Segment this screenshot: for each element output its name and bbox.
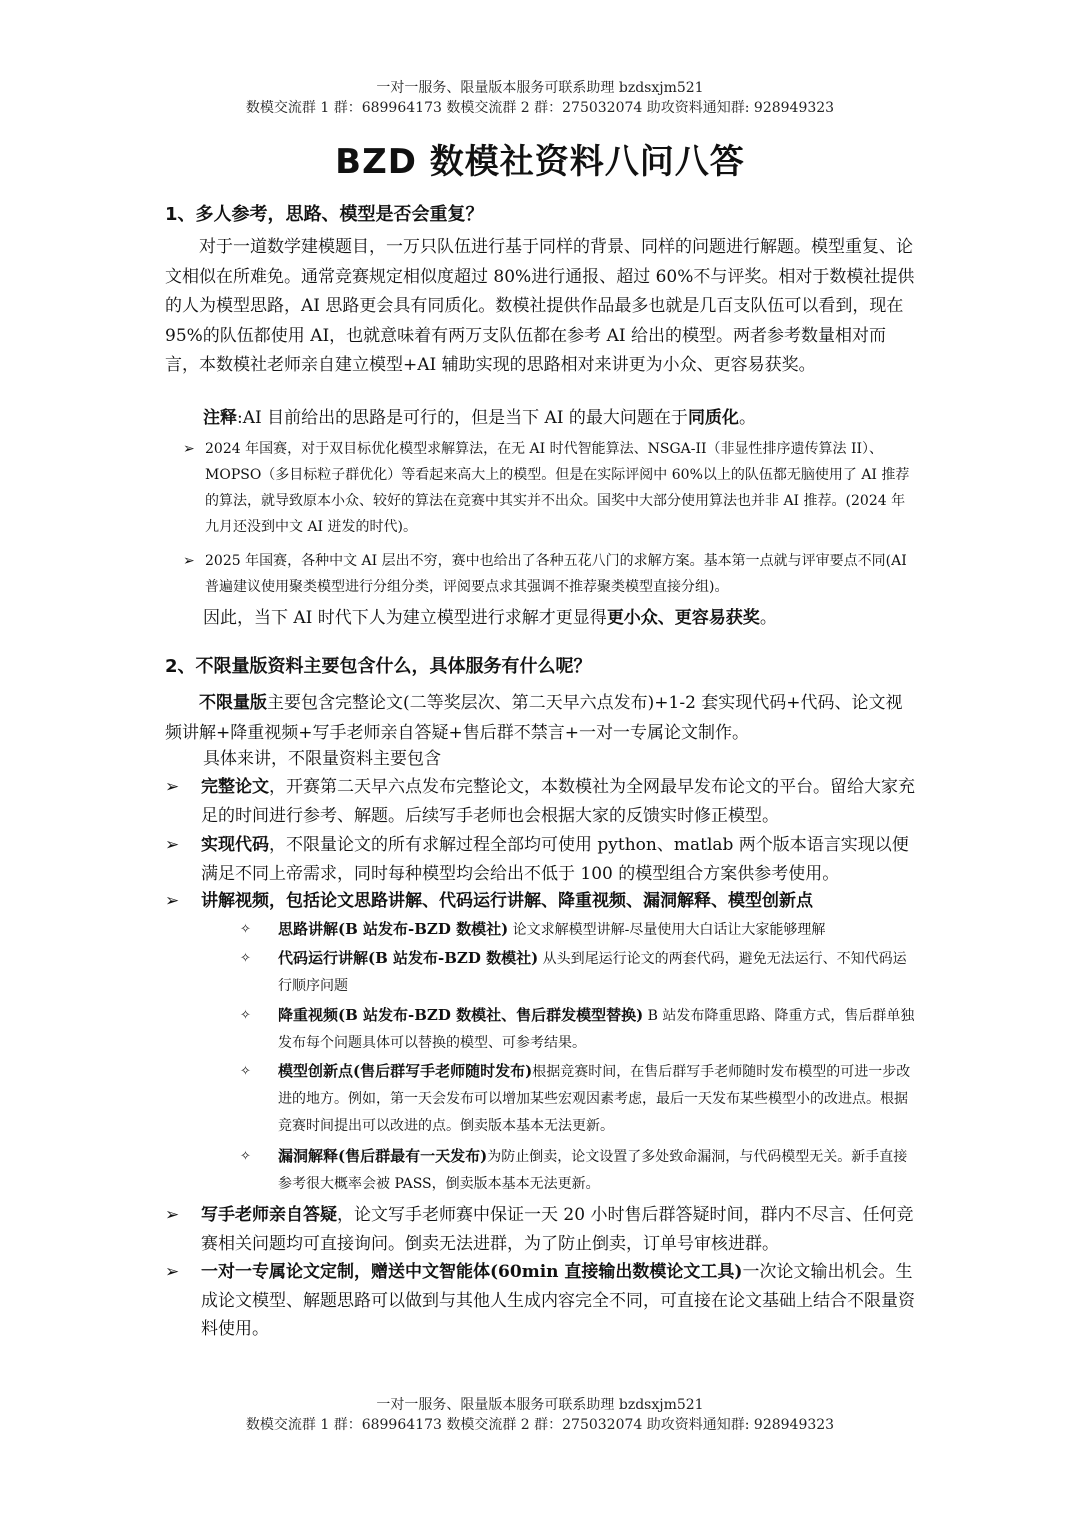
arrow-bullet-icon: ➢	[165, 891, 180, 911]
item-text: ，论文写手老师赛中保证一天 20 小时售后群答疑时间，群内不尽言、任何竞赛相关问题均可直接询问。倒卖无法进群，为了防止倒卖，订单号审核进群。	[201, 1205, 914, 1254]
para-bold: 不限量版	[199, 693, 267, 713]
item-code	[165, 831, 917, 888]
conclusion-text: 因此，当下 AI 时代下人为建立模型进行求解才更显得	[203, 608, 607, 628]
item-bold: 写手老师亲自答疑	[201, 1205, 337, 1225]
section-2-heading: 2、不限量版资料主要包含什么，具体服务有什么呢？	[165, 656, 592, 677]
footer-line-1: 一对一服务、限量版本服务可联系助理 bzdsxjm521	[376, 1397, 704, 1413]
conclusion-end: 。	[759, 608, 777, 628]
section-1-paragraph: 对于一道数学建模题目，一万只队伍进行基于同样的背景、同样的问题进行解题。模型重复、论文相似在所难免。通常竞赛规定相似度超过 80%进行通报、超过 60%不与评奖。相对于数模社提供的人为模型思路，AI 思路更会具有同质化。数模社提供作品最多也就是几百支队伍可以看到，现在 95%的队伍都使用 AI，也就意味着有两万支队伍都在参考 AI 给出的模型。两者参考数量相对而言，本数模社老师亲自建立模型+AI 辅助实现的思路相对来讲更为小众、更容易获奖。	[165, 237, 915, 375]
diamond-bullet-icon: ✧	[240, 1008, 251, 1023]
subitem-text: 从头到尾运行论文的两套代码，避免无法运行、不知代码运行顺序问题	[278, 951, 907, 994]
header-line-1: 一对一服务、限量版本服务可联系助理 bzdsxjm521	[376, 80, 704, 96]
section-2-paragraph	[165, 689, 917, 748]
arrow-bullet-icon: ➢	[165, 1205, 180, 1225]
item-bold: 完整论文	[201, 777, 269, 797]
arrow-bullet-icon: ➢	[183, 553, 195, 569]
item-bold: 实现代码	[201, 835, 269, 855]
subitem-bold: 漏洞解释(售后群最有一天发布)	[278, 1147, 488, 1165]
item-custom-paper	[165, 1258, 917, 1344]
subitem-text: B 站发布降重思路、降重方式，售后群单独发布每个问题具体可以替换的模型、可参考结果。	[278, 1008, 915, 1051]
footer-line-2: 数模交流群 1 群：689964173 数模交流群 2 群：275032074 助攻资料通知群: 928949323	[245, 1417, 835, 1433]
section-2-intro: 具体来讲，不限量资料主要包含	[203, 749, 441, 769]
diamond-bullet-icon: ✧	[240, 951, 251, 966]
arrow-bullet-icon: ➢	[165, 777, 180, 797]
subitem-bold: 思路讲解(B 站发布-BZD 数模社)	[278, 920, 509, 938]
document-title: BZD 数模社资料八问八答	[335, 142, 745, 182]
diamond-bullet-icon: ✧	[240, 922, 251, 937]
subitem-dedup-video	[240, 1002, 918, 1057]
diamond-bullet-icon: ✧	[240, 1064, 251, 1079]
note-bold: 同质化	[687, 408, 739, 428]
section-1-heading: 1、多人参考，思路、模型是否会重复？	[165, 204, 484, 225]
subitem-bold: 降重视频(B 站发布-BZD 数模社、售后群发模型替换)	[278, 1006, 644, 1024]
bullet-2024-text: 2024 年国赛，对于双目标优化模型求解算法，在无 AI 时代智能算法、NSGA-II（非显性排序遗传算法 II）、MOPSO（多目标粒子群优化）等看起来高大上的模型。但是在实际评阅中 60%以上的队伍都无脑使用了 AI 推荐的算法，就导致原本小众、较好的算法在竞赛中其实并不出众。国奖中大部分使用算法也并非 AI 推荐。(2024 年九月还没到中文 AI 迸发的时代)。	[205, 441, 910, 535]
item-qa	[165, 1201, 917, 1258]
diamond-bullet-icon: ✧	[240, 1149, 251, 1164]
bullet-2024	[183, 436, 918, 540]
arrow-bullet-icon: ➢	[165, 835, 180, 855]
item-videos	[165, 887, 917, 916]
page-header	[0, 78, 1080, 118]
subitem-code-video	[240, 945, 918, 1000]
note-end: 。	[738, 408, 756, 428]
item-bold: 讲解视频，包括论文思路讲解、代码运行讲解、降重视频、漏洞解释、模型创新点	[201, 891, 813, 911]
item-full-paper	[165, 773, 917, 830]
bullet-2025-text: 2025 年国赛，各种中文 AI 层出不穷，赛中也给出了各种五花八门的求解方案。基本第一点就与评审要点不同(AI 普遍建议使用聚类模型进行分组分类，评阅要点求其强调不推荐聚类模型直接分组)。	[205, 553, 907, 595]
subitem-bold: 模型创新点(售后群写手老师随时发布)	[278, 1062, 533, 1080]
note-label: 注释	[203, 408, 237, 428]
item-text: ，不限量论文的所有求解过程全部均可使用 python、matlab 两个版本语言实现以便满足不同上帝需求，同时每种模型均会给出不低于 100 的模型组合方案供参考使用。	[201, 835, 909, 884]
note-text: :AI 目前给出的思路是可行的，但是当下 AI 的最大问题在于	[237, 408, 688, 428]
conclusion-bold: 更小众、更容易获奖	[606, 608, 760, 628]
page-footer	[0, 1395, 1080, 1435]
arrow-bullet-icon: ➢	[165, 1262, 180, 1282]
section-1-conclusion	[203, 604, 777, 632]
para-text: 主要包含完整论文(二等奖层次、第二天早六点发布)+1-2 套实现代码+代码、论文视频讲解+降重视频+写手老师亲自答疑+售后群不禁言+一对一专属论文制作。	[165, 693, 903, 743]
arrow-bullet-icon: ➢	[183, 441, 195, 457]
subitem-text: 根据竞赛时间，在售后群写手老师随时发布模型的可进一步改进的地方。例如，第一天会发布可以增加某些宏观因素考虑，最后一天发布某些模型小的改进点。根据竞赛时间提出可以改进的点。倒卖版本基本无法更新。	[278, 1064, 911, 1134]
item-bold: 一对一专属论文定制，赠送中文智能体(60min 直接输出数模论文工具)	[201, 1262, 743, 1282]
header-line-2: 数模交流群 1 群：689964173 数模交流群 2 群：275032074 助攻资料通知群: 928949323	[245, 100, 835, 116]
subitem-loophole	[240, 1143, 918, 1198]
subitem-idea-video	[240, 916, 918, 944]
subitem-bold: 代码运行讲解(B 站发布-BZD 数模社)	[278, 949, 539, 967]
item-text: ，开赛第二天早六点发布完整论文，本数模社为全网最早发布论文的平台。留给大家充足的时间进行参考、解题。后续写手老师也会根据大家的反馈实时修正模型。	[201, 777, 915, 826]
subitem-text: 论文求解模型讲解-尽量使用大白话让大家能够理解	[508, 922, 826, 938]
subitem-innovation	[240, 1058, 918, 1140]
item-text: 一次论文输出机会。生成论文模型、解题思路可以做到与其他人生成内容完全不同，可直接在论文基础上结合不限量资料使用。	[201, 1262, 915, 1339]
subitem-text: 为防止倒卖，论文设置了多处致命漏洞，与代码模型无关。新手直接参考很大概率会被 PASS，倒卖版本基本无法更新。	[278, 1149, 908, 1192]
bullet-2025	[183, 548, 918, 600]
section-1-note	[203, 404, 918, 434]
